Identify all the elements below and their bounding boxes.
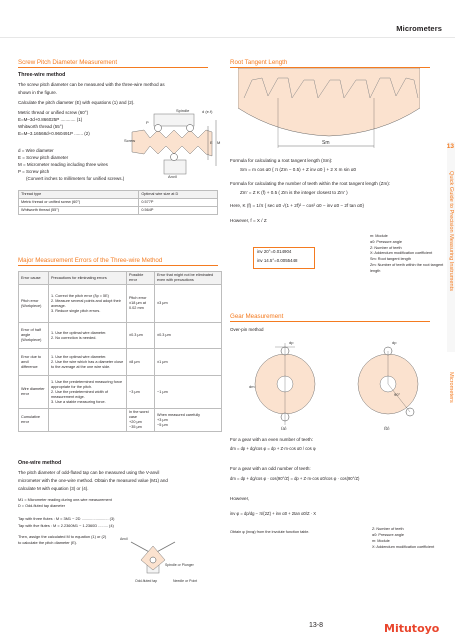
thread-table-cell: Metric thread or unified screw (60°) (19, 199, 139, 207)
root-tangent-gear-figure (238, 68, 420, 150)
m1-definition: M1 = Micrometer reading during one-wire measurement (18, 498, 112, 502)
errors-table-cell: 1. Correct the pitch error (δp = δE) 2. Measure several points and adopt their average. 3. Reduce single pitch errors. (49, 285, 127, 323)
gear-legend-item: X: Addendum modification coefficient (372, 545, 435, 549)
def-p: P = Screw pitch (18, 169, 50, 174)
fig-a-dp-label: dp (289, 340, 294, 345)
three-wire-figure (124, 108, 222, 178)
thread-table-cell: 0.564P (139, 207, 218, 215)
fig-a-caption: (a) (281, 426, 287, 430)
root-formula-1: Sm = m cos α0 { π (Zm − 0.5) + Z inv α0 } + 2 X m sin α0 (240, 167, 357, 172)
root-formula-here: Here, K (f) = 1/π { sec α0 √(1 + 2f)² − cos² α0 − inv α0 − 2f tan α0} (230, 203, 364, 208)
thread-table-cell: 0.577P (139, 199, 218, 207)
fig-b-dp-label: dp (392, 340, 397, 345)
root-formula-1-title: Formula for calculating a root tangent length (Sm): (230, 158, 333, 163)
then-line-1: Then, assign the calculated M to equation (1) or (2) (18, 534, 107, 539)
gear-legend-item: m: Module (372, 539, 390, 543)
inv-phi-formula: inv φ = dp/dg − π/(2Z) + inv α0 + 2tan α0/Z · X (230, 511, 317, 516)
errors-table-cell: 1. Use the predetermined measuring force appropriate for the pitch. 2. Use the predetermined width of measurement edge. 3. Use a stable measuring force. (49, 376, 127, 409)
errors-table-cell: ±0.3 μm (155, 323, 222, 349)
over-pin-figure-b (348, 338, 438, 430)
errors-table-cell: 1. Use the optimal wire diameter. 2. Use the wire which has a diameter close to the average at the one wire side. (49, 349, 127, 376)
one-wire-line-3: calculate M with equation (3) or (4). (18, 486, 89, 491)
equation-3: Tap with three flutes : M = 3M1 − 2D ......................... (3) (18, 516, 115, 521)
errors-table-cell: −1 μm (155, 376, 222, 409)
one-wire-needle-label: Needle or Point (173, 579, 198, 583)
side-tab-number: 13 (446, 143, 454, 150)
fig-b-angle-label: 90° (394, 392, 401, 397)
three-wire-title: Three-wire method (18, 72, 66, 78)
def-m: M = Micrometer reading including three wires (18, 162, 108, 167)
inv-14-5: inv 14.5°=0.0055448 (257, 258, 298, 263)
one-wire-title: One-wire method (18, 460, 62, 466)
over-pin-label: Over-pin method (230, 327, 264, 332)
gear-legend-item: α0: Pressure angle (372, 533, 404, 537)
inv-20: inv 20°=0.014904 (257, 249, 292, 254)
intro-line-1: The screw pitch diameter can be measured with the three-wire method as (18, 82, 165, 87)
screw-pitch-heading: Screw Pitch Diameter Measurement (18, 59, 208, 68)
root-legend-item: m: Module (370, 234, 388, 238)
errors-table-cell: ±0.3 μm (127, 323, 155, 349)
fig-screw-label: Screw (124, 138, 136, 143)
gear-legend-item: Z: Number of teeth (372, 527, 404, 531)
errors-table-cell: 1. Use the optimal wire diameter. 2. No correction is needed. (49, 323, 127, 349)
errors-table-cell: Error of half angle (Workpiece) (19, 323, 49, 349)
errors-heading: Major Measurement Errors of the Three-wire Method (18, 257, 218, 266)
errors-table-header: Error that might not be eliminated even with precautions (155, 272, 222, 285)
fig-a-dm-label: dm (249, 384, 255, 389)
errors-table-header: Possible error (127, 272, 155, 285)
root-tangent-heading: Root Tangent Length (230, 59, 430, 68)
whitworth-label: Whitworth thread (55°) (18, 124, 64, 129)
fig-spindle-label: Spindle (176, 108, 190, 113)
errors-table-cell: In the worst case +20 μm −35 μm (127, 409, 155, 432)
intro-line-2: shown in the figure. (18, 90, 58, 95)
errors-table-header: Error cause (19, 272, 49, 285)
one-wire-spindle-label: Spindle or Plunger (165, 563, 194, 567)
even-teeth-formula: dm = dp + dg/cos φ = dp + Z·m·cos α0 / cos φ (230, 446, 316, 451)
sm-label: Sm (322, 140, 330, 146)
over-pin-figure-a (245, 338, 335, 430)
root-formula-however: However, f = X / Z (230, 218, 267, 223)
side-tab-section: Micrometers (448, 372, 454, 403)
fig-p-label: P (146, 120, 149, 125)
errors-table-cell (49, 409, 127, 432)
errors-table-cell: ±1 μm (155, 349, 222, 376)
equation-4: Tap with five flutes : M = 2.2360M1 − 1.2360D ......... (4) (18, 523, 114, 528)
brand-logo: Mitutoyo (384, 622, 440, 635)
intro-line-3: Calculate the pitch diameter (E) with equations (1) and (2). (18, 100, 135, 105)
errors-table (18, 271, 222, 432)
obtain-phi: Obtain φ (invφ) from the involute function table. (230, 530, 310, 534)
one-wire-line-2: micrometer with the one-wire method. Obtain the measured value (M1) and (18, 478, 168, 483)
odd-teeth-title: For a gear with an odd number of teeth: (230, 466, 311, 471)
fig-b-caption: (b) (384, 426, 390, 430)
root-formula-2-title: Formula for calculating the number of teeth within the root tangent length (Zm): (230, 181, 391, 186)
thread-table (18, 190, 218, 215)
one-wire-figure (115, 534, 220, 584)
errors-table-cell: −3 μm (127, 376, 155, 409)
d-definition: D = Odd-fluted tap diameter (18, 504, 65, 508)
errors-table-cell: Wire diameter error (19, 376, 49, 409)
def-e: E = Screw pitch diameter (18, 155, 69, 160)
errors-table-cell: ±3 μm (155, 285, 222, 323)
thread-table-cell: Whitworth thread (55°) (19, 207, 139, 215)
thread-table-header: Thread type (19, 191, 139, 199)
errors-table-cell: Pitch error ±18 μm at 0.02 mm (127, 285, 155, 323)
even-teeth-title: For a gear with an even number of teeth: (230, 437, 313, 442)
root-legend-item: α0: Pressure angle (370, 239, 402, 244)
one-wire-tap-label: Odd-fluted tap (135, 579, 158, 583)
equation-1: E=M–3d+0.866025P ............ (1) (18, 117, 83, 122)
fig-anvil-label: Anvil (168, 174, 177, 178)
errors-table-cell: ±8 μm (127, 349, 155, 376)
fig-d-label: d (e.f) (202, 109, 213, 114)
equation-2: E=M–3.16568d+0.960491P ....... (2) (18, 131, 90, 136)
root-legend (370, 234, 445, 275)
gear-measurement-heading: Gear Measurement (230, 313, 430, 322)
one-wire-anvil-label: Anvil (120, 537, 128, 541)
thread-table-header: Optimal wire size at D (139, 191, 218, 199)
def-d: d = Wire diameter (18, 148, 54, 153)
odd-teeth-formula: dm = dp + dg/cos φ · cos(90°/Z) = dp + Z·m·cos α0/cos φ · cos(90°/Z) (230, 476, 360, 481)
header-title: Micrometers (396, 24, 442, 33)
root-legend-item: X: Addendum modification coefficient (370, 251, 433, 256)
errors-table-cell: When measured carefully +3 μm −5 μm (155, 409, 222, 432)
root-legend-item: Z: Number of teeth (370, 245, 402, 250)
gear-legend (372, 526, 447, 550)
metric-thread-label: Metric thread or unified screw (60°) (18, 110, 89, 115)
def-conversion: (Convert inches to millimeters for unified screws.) (26, 176, 125, 181)
errors-table-cell: Pitch error (Workpiece) (19, 285, 49, 323)
root-legend-item: Sm: Root tangent length (370, 257, 411, 262)
however-label: However, (230, 496, 250, 501)
root-legend-item: Zm: Number of teeth within the root tangent length (370, 262, 444, 273)
root-formula-2: Zm' = Z K (f) + 0.5 ( Zm is the integer closest to Zm' ) (240, 190, 348, 195)
side-tab-guide: Quick Guide to Precision Measuring Instruments (448, 171, 454, 292)
errors-table-header: Precautions for eliminating errors (49, 272, 127, 285)
one-wire-line-1: The pitch diameter of odd-fluted tap can be measured using the V-anvil (18, 470, 160, 475)
page-number: 13-8 (309, 622, 324, 629)
then-line-2: to calculate the pitch diameter (E). (18, 540, 78, 545)
errors-table-cell: Cumulative error (19, 409, 49, 432)
fig-e-label: E (210, 140, 213, 145)
fig-m-label: M (217, 140, 221, 145)
errors-table-cell: Error due to anvil difference (19, 349, 49, 376)
top-bar (0, 0, 455, 38)
